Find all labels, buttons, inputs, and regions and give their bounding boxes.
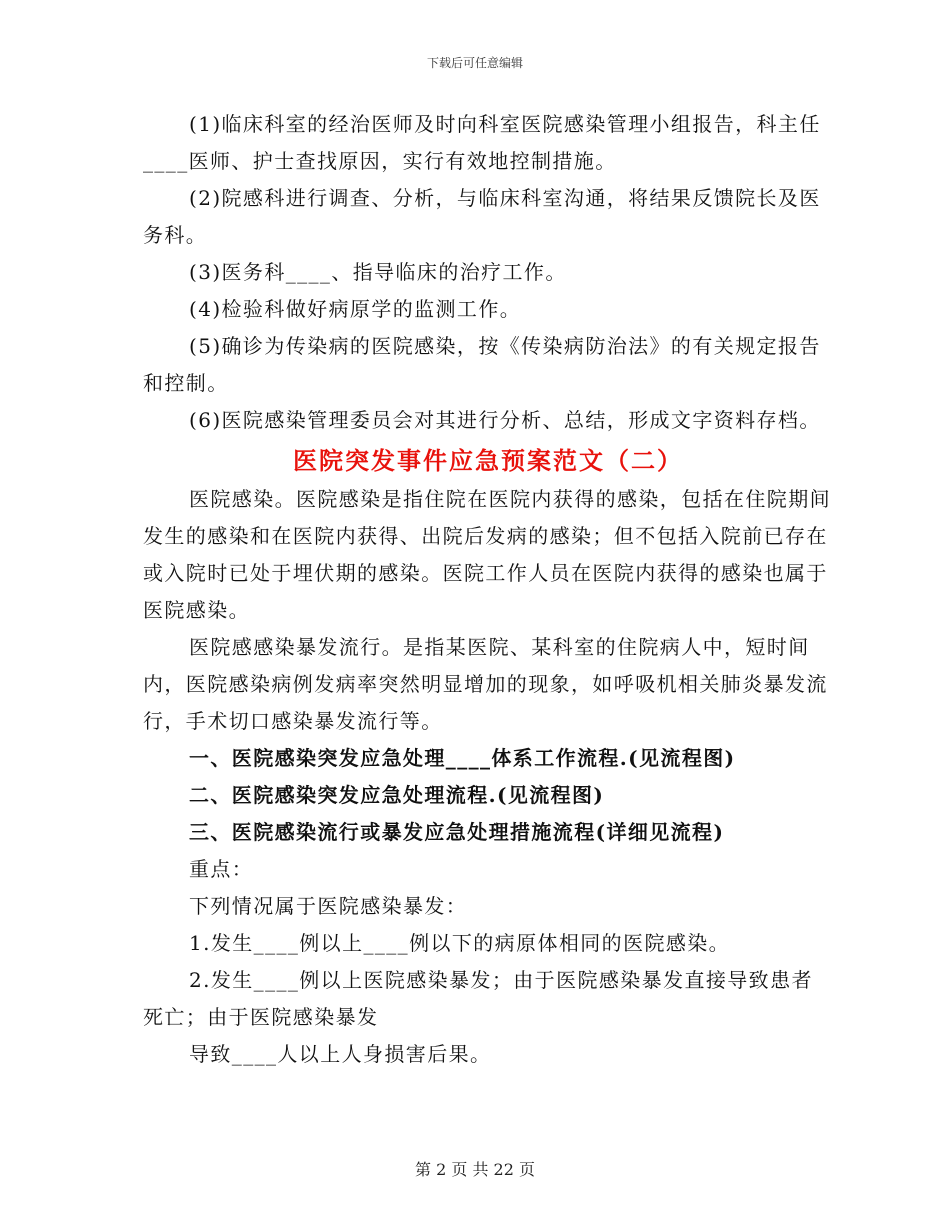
paragraph-5: (5)确诊为传染病的医院感染，按《传染病防治法》的有关规定报告和控制。 — [143, 334, 821, 395]
paragraph-conditions: 下列情况属于医院感染暴发： — [189, 894, 468, 918]
bold-line-2: 二、医院感染突发应急处理流程.(见流程图) — [189, 783, 605, 807]
section-title: 医院突发事件应急预案范文（二） — [293, 446, 683, 475]
paragraph-3: (3)医务科____、指导临床的治疗工作。 — [189, 260, 567, 284]
paragraph-definition: 医院感染。医院感染是指住院在医院内获得的感染，包括在住院期间发生的感染和在医院内获得、出院后发病的感染；但不包括入院前已存在或入院时已处于埋伏期的感染。医院工作人员在医院内获得的感染也属于医院感染。 — [143, 487, 831, 622]
paragraph-6: (6)医院感染管理委员会对其进行分析、总结，形成文字资料存档。 — [189, 408, 821, 432]
list-item-2: 2.发生____例以上医院感染暴发；由于医院感染暴发直接导致患者死亡；由于医院感染暴发 — [143, 968, 813, 1029]
bold-line-3: 三、医院感染流行或暴发应急处理措施流程(详细见流程) — [189, 820, 725, 844]
paragraph-2: (2)院感科进行调查、分析，与临床科室沟通，将结果反馈院长及医务科。 — [143, 186, 821, 247]
paragraph-1: (1)临床科室的经治医师及时向科室医院感染管理小组报告，科主任____医师、护士查找原因，实行有效地控制措施。 — [143, 112, 821, 173]
list-item-2-continued: 导致____人以上人身损害后果。 — [189, 1042, 492, 1066]
bold-line-1: 一、医院感染突发应急处理____体系工作流程.(见流程图) — [189, 746, 736, 770]
paragraph-4: (4)检验科做好病原学的监测工作。 — [189, 297, 522, 321]
paragraph-outbreak: 医院感感染暴发流行。是指某医院、某科室的住院病人中，短时间内，医院感染病例发病率突然明显增加的现象，如呼吸机相关肺炎暴发流行，手术切口感染暴发流行等。 — [143, 635, 828, 733]
page-number: 第 2 页 共 22 页 — [415, 1160, 535, 1179]
header-note: 下载后可任意编辑 — [426, 56, 523, 70]
paragraph-key-points: 重点： — [189, 857, 254, 881]
list-item-1: 1.发生____例以上____例以下的病原体相同的医院感染。 — [189, 931, 731, 955]
document-body — [143, 106, 833, 1073]
